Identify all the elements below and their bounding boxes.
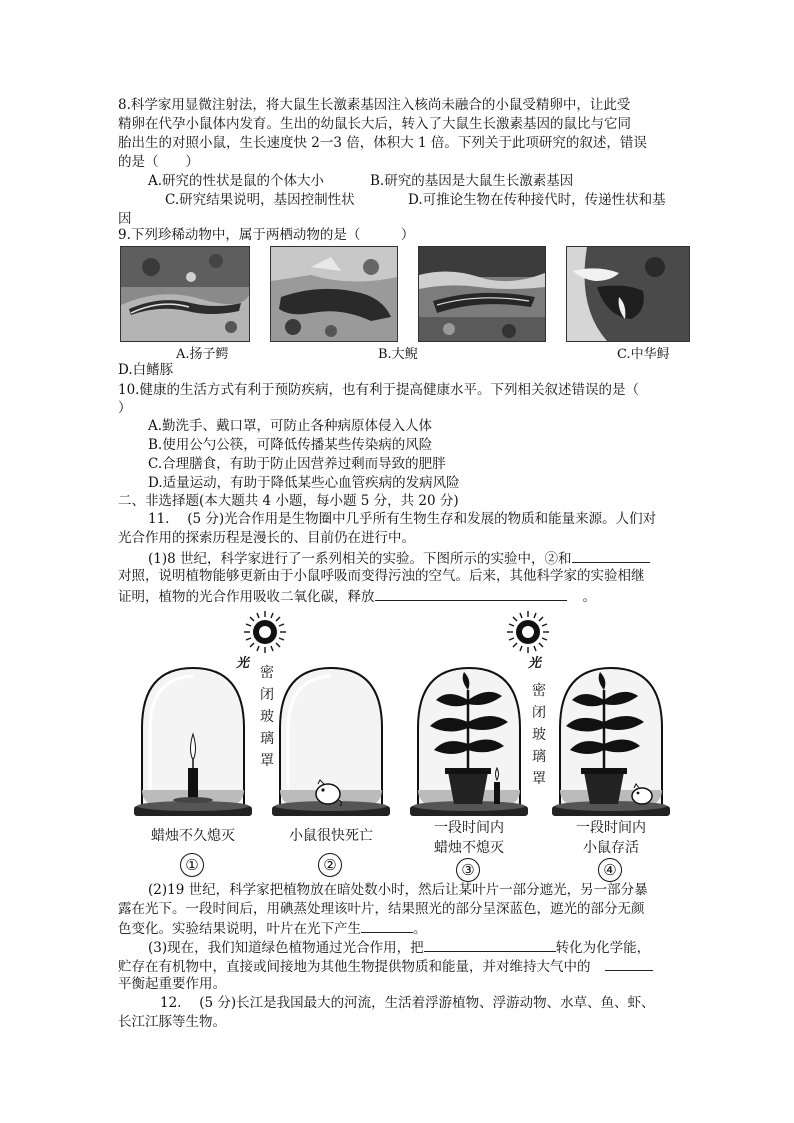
q8-option-c: C.研究结果说明，基因控制性状 bbox=[165, 192, 355, 208]
caption-jar-1: 蜡烛不久熄灭 bbox=[151, 828, 235, 844]
label-jar-4: ④ bbox=[598, 858, 622, 882]
q10-stem-line1: 10.健康的生活方式有利于预防疾病，也有利于提高健康水平。下列相关叙述错误的是（ bbox=[118, 382, 639, 398]
q11-part2-line3 bbox=[118, 918, 427, 939]
q9-option-d: D.白鳍豚 bbox=[118, 362, 174, 378]
q11-part1-text: (1)8 世纪，科学家进行了一系列相关的实验。下图所示的实验中，②和 bbox=[148, 551, 572, 567]
q10-stem-line2: ） bbox=[118, 400, 132, 416]
caption-jar-3: 一段时间内 蜡烛不熄灭 bbox=[434, 820, 504, 856]
bell-jar-plant-mouse bbox=[550, 660, 672, 822]
q11-part1-line3 bbox=[118, 586, 596, 607]
q10-option-a: A.勤洗手、戴口罩，可防止各种病原体侵入人体 bbox=[148, 418, 433, 434]
q10-option-d: D.适量运动，有助于降低某些心血管疾病的发病风险 bbox=[148, 475, 460, 491]
q11-part1-end: 。 bbox=[582, 589, 596, 605]
caption-jar-2: 小鼠很快死亡 bbox=[289, 828, 373, 844]
q8-option-b: B.研究的基因是大鼠生长激素基因 bbox=[370, 173, 574, 189]
q12-stem-line2: 长江江豚等生物。 bbox=[118, 1014, 226, 1030]
light-label-right: 光 bbox=[528, 656, 542, 671]
salamander-photo bbox=[270, 246, 398, 342]
q11-part3-line3: 平衡起重要作用。 bbox=[118, 976, 226, 992]
section-heading: 二、非选择题(本大题共 4 小题，每小题 5 分，共 20 分) bbox=[118, 493, 459, 509]
q11-part3-text1b: 转化为化学能， bbox=[555, 940, 651, 956]
sealed-jar-label-left: 密 闭 玻 璃 罩 bbox=[260, 665, 274, 769]
caption-jar-4: 一段时间内 小鼠存活 bbox=[576, 820, 646, 856]
answer-blank-5[interactable] bbox=[605, 956, 653, 971]
answer-blank-4[interactable] bbox=[424, 937, 556, 952]
label-jar-2: ② bbox=[318, 853, 342, 877]
q11-part3-text2: 贮存在有机物中，直接或间接地为其他生物提供物质和能量，并对维持大气中的 bbox=[118, 959, 591, 975]
sealed-jar-label-right: 密 闭 玻 璃 罩 bbox=[532, 683, 546, 787]
q8-option-d-cont: 因 bbox=[118, 211, 132, 227]
q9-stem: 9.下列珍稀动物中，属于两栖动物的是（ ） bbox=[118, 227, 415, 243]
q11-part2-text3: 色变化。实验结果说明，叶片在光下产生 bbox=[118, 921, 361, 937]
label-jar-3: ③ bbox=[456, 858, 480, 882]
q11-stem-line1: 11. (5 分)光合作用是生物圈中几乎所有生物生存和发展的物质和能量来源。人们对 bbox=[148, 511, 657, 527]
q12-stem-line1: 12. (5 分)长江是我国最大的河流，生活着浮游植物、浮游动物、水草、鱼、虾、 bbox=[160, 995, 655, 1011]
q11-part2-end: 。 bbox=[413, 921, 427, 937]
q9-option-a: A.扬子鳄 bbox=[176, 347, 229, 362]
q11-part2-line2: 露在光下。一段时间后，用碘蒸处理该叶片，结果照光的部分呈深蓝色，遮光的部分无颜 bbox=[118, 901, 645, 917]
q11-part2-line1: (2)19 世纪，科学家把植物放在暗处数小时，然后让某叶片一部分遮光，另一部分暴 bbox=[148, 882, 648, 898]
sun-icon bbox=[243, 610, 287, 654]
q8-stem-line3: 胎出生的对照小鼠，生长速度快 2一3 倍，体积大 1 倍。下列关于此项研究的叙述，错误 bbox=[118, 135, 647, 151]
q8-stem-line2: 精卵在代孕小鼠体内发育。生出的幼鼠长大后，转入了大鼠生长激素基因的鼠比与它同 bbox=[118, 116, 631, 132]
q8-option-d: D.可推论生物在传种接代时，传递性状和基 bbox=[408, 192, 666, 208]
q11-part1-line1 bbox=[148, 548, 650, 569]
answer-blank-3[interactable] bbox=[361, 918, 413, 933]
q11-part1-line2: 对照，说明植物能够更新由于小鼠呼吸而变得污浊的空气。后来，其他科学家的实验相继 bbox=[118, 568, 645, 584]
alligator-photo bbox=[120, 246, 250, 342]
q11-part3-text1: (3)现在，我们知道绿色植物通过光合作用，把 bbox=[148, 940, 424, 956]
light-label-left: 光 bbox=[236, 656, 250, 671]
q11-part3-line1 bbox=[148, 937, 650, 958]
bell-jar-mouse bbox=[270, 660, 392, 822]
bell-jar-plant-candle bbox=[408, 660, 530, 822]
answer-blank-1[interactable] bbox=[572, 548, 650, 563]
label-jar-1: ① bbox=[180, 853, 204, 877]
bell-jar-candle bbox=[132, 660, 254, 822]
q11-part1-text3: 证明，植物的光合作用吸收二氧化碳，释放 bbox=[118, 589, 375, 605]
q8-stem-line1: 8.科学家用显微注射法，将大鼠生长激素基因注入核尚未融合的小鼠受精卵中，让此受 bbox=[118, 97, 631, 113]
answer-blank-2[interactable] bbox=[375, 586, 567, 601]
q11-stem-line2: 光合作用的探索历程是漫长的、目前仍在进行中。 bbox=[118, 530, 415, 546]
q10-option-c: C.合理膳食，有助于防止因营养过剩而导致的肥胖 bbox=[148, 456, 446, 472]
q9-option-c: C.中华鲟 bbox=[617, 347, 670, 362]
q9-option-b: B.大鲵 bbox=[378, 347, 418, 362]
q8-stem-line4: 的是（ ） bbox=[118, 154, 199, 170]
q8-option-a: A.研究的性状是鼠的个体大小 bbox=[148, 173, 325, 189]
dolphin-photo bbox=[566, 246, 690, 342]
q10-option-b: B.使用公勺公筷，可降低传播某些传染病的风险 bbox=[148, 437, 433, 453]
q11-part3-line2 bbox=[118, 956, 653, 977]
sun-icon bbox=[506, 610, 550, 654]
sturgeon-photo bbox=[418, 246, 546, 342]
